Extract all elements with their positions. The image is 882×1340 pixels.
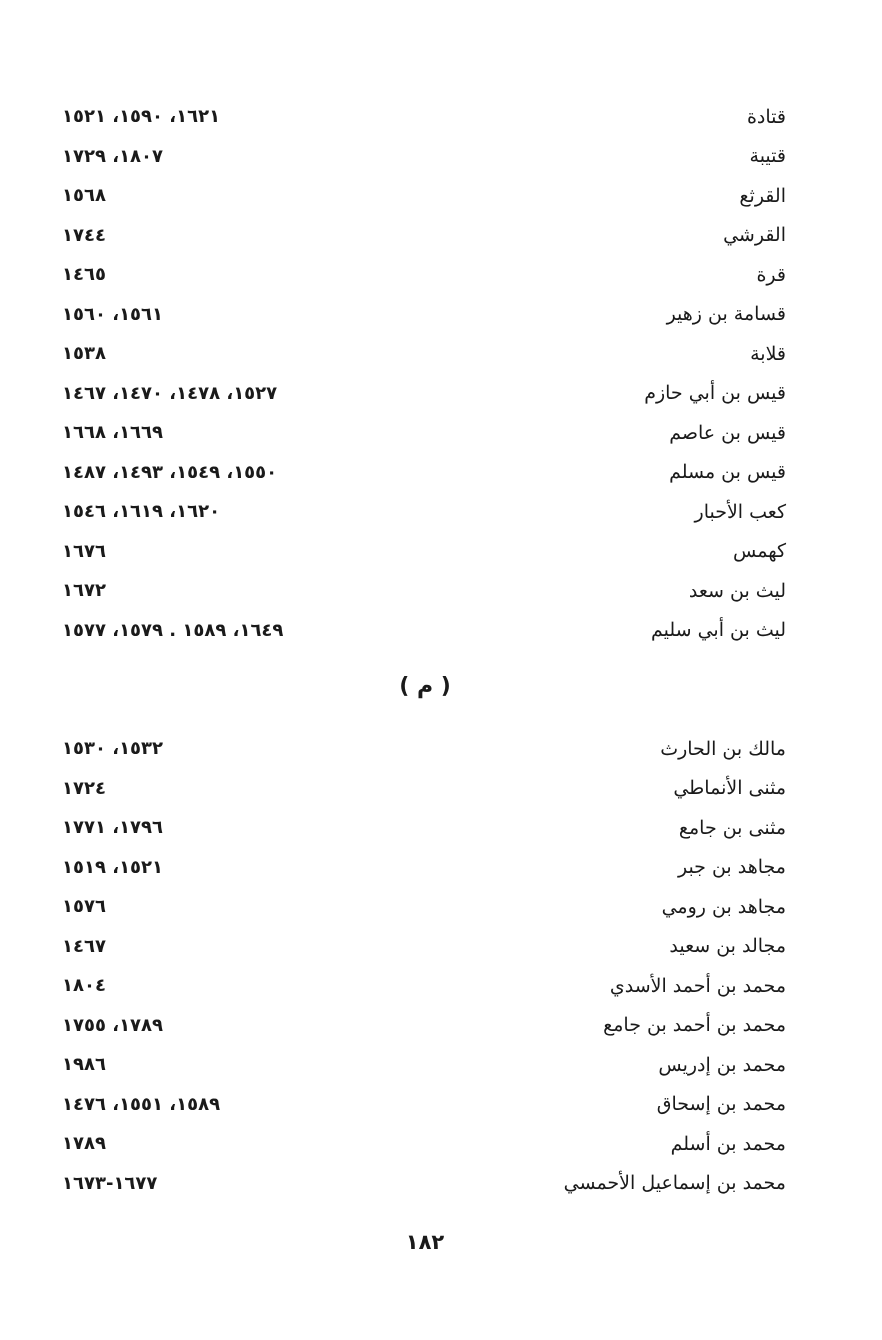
entry-name: محمد بن إسماعيل الأحمسي bbox=[563, 1172, 786, 1195]
entry-pages: ١٦٧٧-١٦٧٣ bbox=[62, 1172, 158, 1194]
index-entry bbox=[62, 137, 786, 177]
entry-name: محمد بن أحمد بن جامع bbox=[603, 1014, 786, 1037]
entry-name: قلابة bbox=[750, 342, 786, 365]
entry-name: قرة bbox=[756, 263, 786, 286]
index-entry bbox=[62, 295, 786, 335]
entry-pages: ١٦٢١، ١٥٩٠، ١٥٢١ bbox=[62, 106, 221, 128]
index-entry bbox=[62, 927, 786, 967]
index-entry bbox=[62, 374, 786, 414]
entry-pages: ١٧٢٤ bbox=[62, 777, 106, 799]
index-entry bbox=[62, 848, 786, 888]
entry-name: مجاهد بن رومي bbox=[661, 895, 786, 918]
entry-name: ليث بن أبي سليم bbox=[650, 619, 786, 642]
index-entry bbox=[62, 176, 786, 216]
index-entry bbox=[62, 255, 786, 295]
entry-pages: ١٤٦٥ bbox=[62, 264, 106, 286]
entry-pages: ١٧٩٦، ١٧٧١ bbox=[62, 817, 164, 839]
index-entry bbox=[62, 571, 786, 611]
entry-name: محمد بن إدريس bbox=[658, 1053, 786, 1076]
entry-pages: ١٥٦١، ١٥٦٠ bbox=[62, 303, 164, 325]
entry-name: محمد بن إسحاق bbox=[656, 1093, 786, 1116]
index-entry bbox=[62, 453, 786, 493]
entry-pages: ١٨٠٧، ١٧٢٩ bbox=[62, 145, 164, 167]
entry-pages: ١٤٦٧ bbox=[62, 935, 106, 957]
index-section-meem bbox=[62, 729, 786, 1203]
index-entry bbox=[62, 1124, 786, 1164]
index-entry bbox=[62, 729, 786, 769]
index-entry bbox=[62, 1006, 786, 1046]
entry-pages: ١٦٤٩، ١٥٨٩ . ١٥٧٩، ١٥٧٧ bbox=[62, 619, 284, 641]
entry-pages: ١٦٧٢ bbox=[62, 580, 106, 602]
entry-pages: ١٦٦٩، ١٦٦٨ bbox=[62, 422, 164, 444]
index-entry bbox=[62, 808, 786, 848]
entry-name: قتيبة bbox=[749, 145, 786, 168]
entry-pages: ١٥٦٨ bbox=[62, 185, 106, 207]
index-entry bbox=[62, 887, 786, 927]
entry-name: القرثع bbox=[739, 184, 786, 207]
entry-name: مجاهد بن جبر bbox=[677, 856, 786, 879]
entry-pages: ١٨٠٤ bbox=[62, 975, 106, 997]
entry-name: محمد بن أسلم bbox=[670, 1132, 786, 1155]
index-entry bbox=[62, 413, 786, 453]
entry-pages: ١٥٢١، ١٥١٩ bbox=[62, 856, 164, 878]
entry-name: قيس بن أبي حازم bbox=[644, 382, 786, 405]
entry-pages: ١٧٤٤ bbox=[62, 224, 106, 246]
entry-name: قسامة بن زهير bbox=[666, 303, 786, 326]
index-entry bbox=[62, 1085, 786, 1125]
entry-pages: ١٦٧٦ bbox=[62, 540, 106, 562]
index-entry bbox=[62, 966, 786, 1006]
entry-pages: ١٥٣٢، ١٥٣٠ bbox=[62, 738, 164, 760]
entry-name: قتادة bbox=[746, 105, 786, 128]
entry-pages: ١٥٣٨ bbox=[62, 343, 106, 365]
entry-name: قيس بن مسلم bbox=[669, 461, 786, 484]
entry-name: ليث بن سعد bbox=[688, 579, 786, 602]
entry-name: مجالد بن سعيد bbox=[669, 935, 786, 958]
index-entry bbox=[62, 769, 786, 809]
page-number: ١٨٢ bbox=[405, 1230, 445, 1254]
entry-pages: ١٦٢٠، ١٦١٩، ١٥٤٦ bbox=[62, 501, 221, 523]
entry-pages: ١٧٨٩، ١٧٥٥ bbox=[62, 1014, 164, 1036]
entry-name: مثنى بن جامع bbox=[678, 816, 786, 839]
entry-name: قيس بن عاصم bbox=[669, 421, 786, 444]
entry-name: كهمس bbox=[732, 540, 786, 563]
index-entry bbox=[62, 492, 786, 532]
index-entry bbox=[62, 611, 786, 651]
letter-heading: ( م ) bbox=[399, 674, 451, 699]
entry-pages: ١٧٨٩ bbox=[62, 1133, 106, 1155]
index-entry bbox=[62, 216, 786, 256]
entry-pages: ١٥٢٧، ١٤٧٨، ١٤٧٠، ١٤٦٧ bbox=[62, 382, 278, 404]
entry-name: كعب الأحبار bbox=[694, 500, 786, 523]
index-entry bbox=[62, 1045, 786, 1085]
index-entry bbox=[62, 532, 786, 572]
entry-name: محمد بن أحمد الأسدي bbox=[609, 974, 786, 997]
entry-name: مالك بن الحارث bbox=[660, 737, 786, 760]
index-entry bbox=[62, 1164, 786, 1204]
entry-name: مثنى الأنماطي bbox=[673, 777, 786, 800]
entry-pages: ١٥٨٩، ١٥٥١، ١٤٧٦ bbox=[62, 1093, 221, 1115]
entry-pages: ١٥٥٠، ١٥٤٩، ١٤٩٣، ١٤٨٧ bbox=[62, 461, 278, 483]
entry-pages: ١٩٨٦ bbox=[62, 1054, 106, 1076]
index-entry bbox=[62, 97, 786, 137]
entry-name: القرشي bbox=[723, 224, 786, 247]
index-entry bbox=[62, 334, 786, 374]
entry-pages: ١٥٧٦ bbox=[62, 896, 106, 918]
index-section-qaf bbox=[62, 97, 786, 650]
